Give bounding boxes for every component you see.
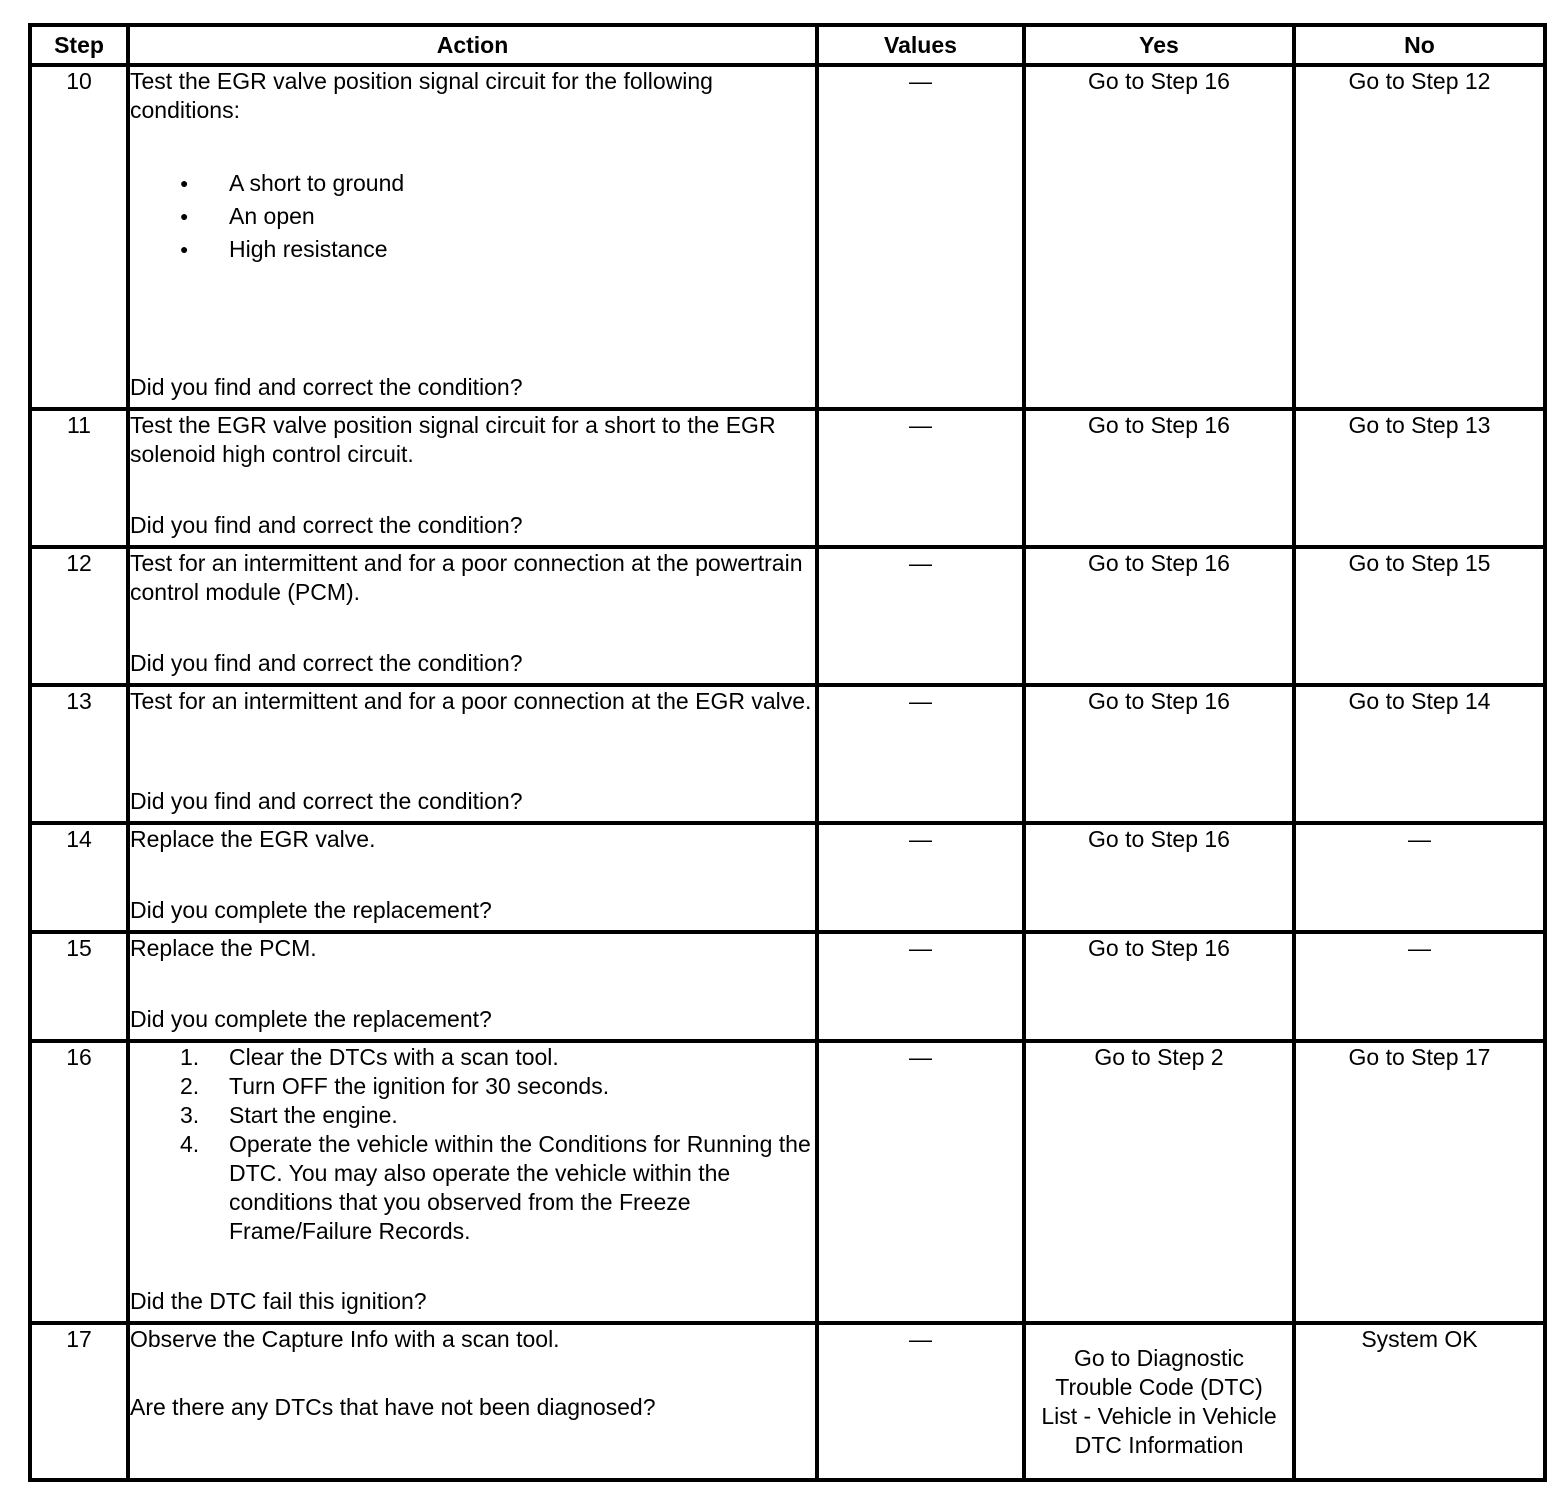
table-row-step-17 [30,1323,1545,1480]
table-row-step-15 [30,932,1545,1041]
values-cell: — [817,685,1024,823]
action-text: Test for an intermittent and for a poor connection at the EGR valve. [130,688,812,714]
values-cell: — [817,1041,1024,1323]
yes-outcome: Go to Step 16 [1024,823,1294,932]
list-number: 2. [180,1073,200,1099]
action-text: Observe the Capture Info with a scan tool. [130,1326,560,1352]
list-item: ● An open [130,200,815,233]
header-values: Values [817,25,1024,65]
action-question: Did the DTC fail this ignition? [130,1288,427,1314]
step-number: 17 [30,1323,128,1480]
action-cell [128,932,817,1041]
step-number: 10 [30,65,128,409]
procedure-list [130,1043,815,1246]
table-row-step-16 [30,1041,1545,1323]
no-outcome: — [1294,823,1545,932]
values-cell: — [817,409,1024,547]
values-cell: — [817,932,1024,1041]
header-no: No [1294,25,1545,65]
step-number: 14 [30,823,128,932]
header-step: Step [30,25,128,65]
action-question: Did you complete the replacement? [130,1006,492,1032]
header-yes: Yes [1024,25,1294,65]
table-row-step-10 [30,65,1545,409]
table-row-step-11 [30,409,1545,547]
step-number: 15 [30,932,128,1041]
list-item [130,1130,815,1246]
yes-outcome: Go to Step 2 [1024,1041,1294,1323]
condition-list [130,167,815,266]
yes-outcome: Go to Step 16 [1024,409,1294,547]
table-row-step-14 [30,823,1545,932]
no-outcome: Go to Step 14 [1294,685,1545,823]
list-item: ● High resistance [130,233,815,266]
step-number: 11 [30,409,128,547]
yes-outcome: Go to Diagnostic Trouble Code (DTC) List - Vehicle in Vehicle DTC Information [1024,1323,1294,1480]
action-cell [128,823,817,932]
action-cell [128,65,817,409]
list-item [130,1101,815,1130]
step-number: 16 [30,1041,128,1323]
action-cell [128,409,817,547]
list-text: Operate the vehicle within the Conditions for Running the DTC. You may also operate the vehicle within the conditions that you observed from the Freeze Frame/Failure Records. [229,1131,811,1244]
list-text: Turn OFF the ignition for 30 seconds. [229,1073,610,1099]
list-text: Clear the DTCs with a scan tool. [229,1044,559,1070]
action-text: Replace the EGR valve. [130,826,376,852]
yes-outcome: Go to Step 16 [1024,65,1294,409]
no-outcome: — [1294,932,1545,1041]
yes-outcome: Go to Step 16 [1024,547,1294,685]
action-question: Did you find and correct the condition? [130,374,523,400]
action-question: Did you complete the replacement? [130,897,492,923]
action-question: Did you find and correct the condition? [130,512,523,538]
action-cell [128,1323,817,1480]
action-cell [128,1041,817,1323]
action-cell [128,685,817,823]
step-number: 12 [30,547,128,685]
list-number: 3. [180,1102,200,1128]
action-text: Replace the PCM. [130,935,317,961]
action-question: Did you find and correct the condition? [130,650,523,676]
no-outcome: System OK [1294,1323,1545,1480]
no-outcome: Go to Step 15 [1294,547,1545,685]
table-row-step-12 [30,547,1545,685]
no-outcome: Go to Step 17 [1294,1041,1545,1323]
yes-outcome: Go to Step 16 [1024,685,1294,823]
list-number: 4. [180,1131,200,1157]
list-item [130,1072,815,1101]
action-text: Test the EGR valve position signal circuit for a short to the EGR solenoid high control circuit. [130,412,776,467]
action-question: Did you find and correct the condition? [130,788,523,814]
values-cell: — [817,1323,1024,1480]
yes-outcome: Go to Step 16 [1024,932,1294,1041]
no-outcome: Go to Step 13 [1294,409,1545,547]
header-action: Action [128,25,817,65]
list-item: ● A short to ground [130,167,815,200]
list-number: 1. [180,1044,200,1070]
action-text: Test the EGR valve position signal circuit for the following conditions: [130,68,713,123]
action-text: Test for an intermittent and for a poor connection at the powertrain control module (PCM). [130,550,803,605]
action-question: Are there any DTCs that have not been diagnosed? [130,1394,656,1420]
diagnostic-table [28,23,1547,1482]
values-cell: — [817,65,1024,409]
table-row-step-13 [30,685,1545,823]
list-item [130,1043,815,1072]
no-outcome: Go to Step 12 [1294,65,1545,409]
values-cell: — [817,547,1024,685]
header-row [30,25,1545,65]
step-number: 13 [30,685,128,823]
list-text: Start the engine. [229,1102,398,1128]
values-cell: — [817,823,1024,932]
action-cell [128,547,817,685]
